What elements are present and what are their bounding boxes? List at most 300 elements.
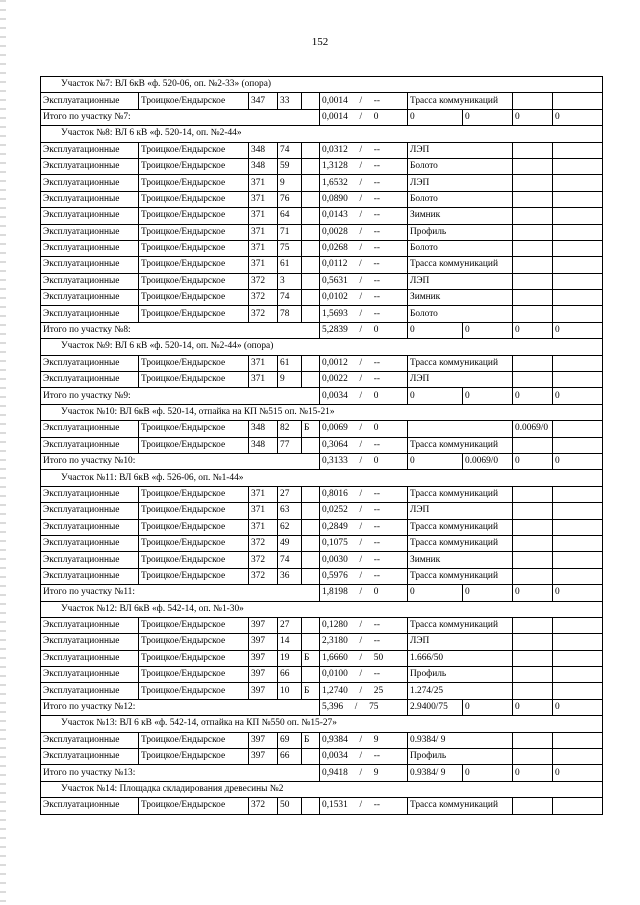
forestry-district: Троицкое/Ендырское xyxy=(139,617,249,633)
quarter-number: 397 xyxy=(249,667,278,683)
extra-1 xyxy=(513,175,553,191)
usage-type: 0.9384/ 9 xyxy=(408,732,513,748)
area-value: 0,0252 xyxy=(322,505,348,516)
total-row xyxy=(41,388,603,404)
usage-type: Трасса коммуникаций xyxy=(408,617,513,633)
volume-value: -- xyxy=(373,226,381,237)
quarter-number: 348 xyxy=(249,421,278,437)
area-volume xyxy=(320,503,408,519)
usage-type: Трасса коммуникаций xyxy=(408,93,513,109)
forestry-district: Троицкое/Ендырское xyxy=(139,240,249,256)
land-category: Эксплуатационные xyxy=(41,634,139,650)
quarter-number: 371 xyxy=(249,355,278,371)
area-volume xyxy=(320,650,408,666)
forestry-district: Троицкое/Ендырское xyxy=(139,208,249,224)
extra-1 xyxy=(513,273,553,289)
total-area: 0,9418 xyxy=(322,767,348,778)
quarter-number: 372 xyxy=(249,290,278,306)
land-category: Эксплуатационные xyxy=(41,273,139,289)
volume-value: -- xyxy=(373,308,381,319)
land-category: Эксплуатационные xyxy=(41,240,139,256)
quarter-number: 371 xyxy=(249,240,278,256)
extra-2 xyxy=(553,224,603,240)
total-area: 1,8198 xyxy=(322,587,348,598)
separator: / xyxy=(359,636,363,647)
area-value: 0,5976 xyxy=(322,570,348,581)
area-value: 0,0312 xyxy=(322,144,348,155)
area-value: 0,0143 xyxy=(322,210,348,221)
area-value: 0,0034 xyxy=(322,751,348,762)
protection-mark xyxy=(302,290,320,306)
area-value: 1,6660 xyxy=(322,652,348,663)
separator: / xyxy=(359,161,363,172)
compartment-number: 64 xyxy=(278,208,302,224)
usage-type: Трасса коммуникаций xyxy=(408,798,513,814)
forestry-district: Троицкое/Ендырское xyxy=(139,355,249,371)
quarter-number: 371 xyxy=(249,519,278,535)
volume-value: -- xyxy=(373,751,381,762)
total-area-volume xyxy=(320,453,408,469)
usage-type: 1.666/50 xyxy=(408,650,513,666)
quarter-number: 347 xyxy=(249,93,278,109)
section-heading-row xyxy=(41,339,603,355)
forestry-district: Троицкое/Ендырское xyxy=(139,650,249,666)
extra-2 xyxy=(553,158,603,174)
extra-2 xyxy=(553,617,603,633)
table-row xyxy=(41,355,603,371)
table-row xyxy=(41,290,603,306)
extra-2 xyxy=(553,306,603,322)
extra-2 xyxy=(553,257,603,273)
protection-mark: Б xyxy=(302,732,320,748)
quarter-number: 372 xyxy=(249,273,278,289)
area-volume xyxy=(320,568,408,584)
total-area: 0,3133 xyxy=(322,456,348,467)
forestry-district: Троицкое/Ендырское xyxy=(139,535,249,551)
compartment-number: 61 xyxy=(278,257,302,273)
extra-1 xyxy=(513,290,553,306)
protection-mark xyxy=(302,208,320,224)
extra-1 xyxy=(513,224,553,240)
quarter-number: 397 xyxy=(249,683,278,699)
area-volume xyxy=(320,552,408,568)
table-row xyxy=(41,503,603,519)
area-volume xyxy=(320,93,408,109)
compartment-number: 74 xyxy=(278,290,302,306)
extra-2 xyxy=(553,421,603,437)
separator: / xyxy=(359,587,363,598)
volume-value: -- xyxy=(373,538,381,549)
volume-value: -- xyxy=(373,259,380,270)
table-row xyxy=(41,372,603,388)
separator: / xyxy=(359,767,363,778)
table-row xyxy=(41,175,603,191)
usage-type: Трасса коммуникаций xyxy=(408,437,513,453)
compartment-number: 36 xyxy=(278,568,302,584)
section-title: Участок №10: ВЛ 6кВ «ф. 520-14, отпайка на КП №515 оп. №15-21» xyxy=(41,404,603,420)
separator: / xyxy=(359,210,363,221)
table-row xyxy=(41,535,603,551)
separator: / xyxy=(359,390,363,401)
extra-2 xyxy=(553,486,603,502)
total-col-1: 0 xyxy=(408,322,463,338)
extra-1 xyxy=(513,667,553,683)
usage-type xyxy=(408,421,513,437)
usage-type: Профиль xyxy=(408,667,513,683)
land-category: Эксплуатационные xyxy=(41,535,139,551)
quarter-number: 371 xyxy=(249,372,278,388)
extra-2 xyxy=(553,191,603,207)
total-col-2: 0 xyxy=(463,388,513,404)
quarter-number: 348 xyxy=(249,437,278,453)
extra-1 xyxy=(513,142,553,158)
table-row xyxy=(41,93,603,109)
separator: / xyxy=(359,456,363,467)
compartment-number: 69 xyxy=(278,732,302,748)
section-heading-row xyxy=(41,716,603,732)
forestry-district: Троицкое/Ендырское xyxy=(139,683,249,699)
separator: / xyxy=(359,193,363,204)
area-value: 0,9384 xyxy=(322,734,348,745)
area-value: 1,3128 xyxy=(322,161,348,172)
compartment-number: 82 xyxy=(278,421,302,437)
total-col-3: 0 xyxy=(513,585,553,601)
extra-1 xyxy=(513,617,553,633)
table-row xyxy=(41,650,603,666)
extra-2 xyxy=(553,372,603,388)
extra-2 xyxy=(553,798,603,814)
compartment-number: 14 xyxy=(278,634,302,650)
volume-value: -- xyxy=(373,144,381,155)
forestry-district: Троицкое/Ендырское xyxy=(139,519,249,535)
area-volume xyxy=(320,306,408,322)
extra-2 xyxy=(553,667,603,683)
total-row xyxy=(41,585,603,601)
total-col-1: 0 xyxy=(408,585,463,601)
total-col-3: 0 xyxy=(513,699,553,715)
table-body xyxy=(41,77,603,815)
compartment-number: 61 xyxy=(278,355,302,371)
extra-2 xyxy=(553,290,603,306)
forestry-district: Троицкое/Ендырское xyxy=(139,486,249,502)
protection-mark xyxy=(302,519,320,535)
extra-2 xyxy=(553,519,603,535)
volume-value: -- xyxy=(373,505,381,516)
table-row xyxy=(41,240,603,256)
land-category: Эксплуатационные xyxy=(41,93,139,109)
forestry-district: Троицкое/Ендырское xyxy=(139,158,249,174)
separator: / xyxy=(359,505,363,516)
forest-plot-table xyxy=(40,76,603,815)
section-title: Участок №8: ВЛ 6 кВ «ф. 520-14, оп. №2-44» xyxy=(41,126,603,142)
separator: / xyxy=(359,554,363,565)
usage-type: Трасса коммуникаций xyxy=(408,568,513,584)
total-col-1: 2.9400/75 xyxy=(408,699,463,715)
extra-2 xyxy=(553,503,603,519)
separator: / xyxy=(359,620,363,631)
quarter-number: 397 xyxy=(249,749,278,765)
total-col-2: 0.0069/0 xyxy=(463,453,513,469)
forestry-district: Троицкое/Ендырское xyxy=(139,306,249,322)
volume-value: -- xyxy=(373,521,381,532)
quarter-number: 397 xyxy=(249,732,278,748)
quarter-number: 371 xyxy=(249,486,278,502)
land-category: Эксплуатационные xyxy=(41,503,139,519)
protection-mark xyxy=(302,552,320,568)
area-value: 2,3180 xyxy=(322,636,348,647)
separator: / xyxy=(359,226,363,237)
area-value: 1,5693 xyxy=(322,308,348,319)
protection-mark xyxy=(302,191,320,207)
usage-type: Трасса коммуникаций xyxy=(408,519,513,535)
usage-type: ЛЭП xyxy=(408,372,513,388)
extra-2 xyxy=(553,355,603,371)
separator: / xyxy=(359,685,363,696)
compartment-number: 75 xyxy=(278,240,302,256)
forestry-district: Троицкое/Ендырское xyxy=(139,372,249,388)
total-col-1: 0 xyxy=(408,109,463,125)
separator: / xyxy=(359,521,363,532)
protection-mark: Б xyxy=(302,650,320,666)
compartment-number: 10 xyxy=(278,683,302,699)
compartment-number: 66 xyxy=(278,749,302,765)
compartment-number: 77 xyxy=(278,437,302,453)
section-heading-row xyxy=(41,126,603,142)
protection-mark xyxy=(302,486,320,502)
land-category: Эксплуатационные xyxy=(41,191,139,207)
extra-1 xyxy=(513,372,553,388)
usage-type: Болото xyxy=(408,191,513,207)
forestry-district: Троицкое/Ендырское xyxy=(139,552,249,568)
extra-1 xyxy=(513,683,553,699)
area-value: 0,0268 xyxy=(322,243,348,254)
extra-1 xyxy=(513,519,553,535)
land-category: Эксплуатационные xyxy=(41,683,139,699)
forestry-district: Троицкое/Ендырское xyxy=(139,421,249,437)
volume-value: -- xyxy=(373,357,381,368)
protection-mark xyxy=(302,372,320,388)
land-category: Эксплуатационные xyxy=(41,257,139,273)
land-category: Эксплуатационные xyxy=(41,568,139,584)
quarter-number: 371 xyxy=(249,257,278,273)
extra-2 xyxy=(553,208,603,224)
usage-type: ЛЭП xyxy=(408,175,513,191)
total-row xyxy=(41,453,603,469)
forestry-district: Троицкое/Ендырское xyxy=(139,634,249,650)
separator: / xyxy=(359,669,363,680)
separator: / xyxy=(359,325,363,336)
separator: / xyxy=(359,144,363,155)
separator: / xyxy=(359,488,363,499)
usage-type: Трасса коммуникаций xyxy=(408,535,513,551)
compartment-number: 62 xyxy=(278,519,302,535)
area-value: 0,0030 xyxy=(322,554,348,565)
area-volume xyxy=(320,634,408,650)
protection-mark xyxy=(302,798,320,814)
quarter-number: 372 xyxy=(249,798,278,814)
extra-1 xyxy=(513,158,553,174)
section-title: Участок №9: ВЛ 6 кВ «ф. 520-14, оп. №2-44» (опора) xyxy=(41,339,603,355)
area-value: 0,2849 xyxy=(322,521,348,532)
land-category: Эксплуатационные xyxy=(41,372,139,388)
usage-type: Профиль xyxy=(408,224,513,240)
total-area-volume xyxy=(320,699,408,715)
compartment-number: 74 xyxy=(278,552,302,568)
section-title: Участок №13: ВЛ 6 кВ «ф. 542-14, отпайка на КП №550 оп. №15-27» xyxy=(41,716,603,732)
separator: / xyxy=(359,538,363,549)
total-col-2: 0 xyxy=(463,699,513,715)
extra-1 xyxy=(513,535,553,551)
total-area-volume xyxy=(320,388,408,404)
total-col-4: 0 xyxy=(553,322,603,338)
quarter-number: 348 xyxy=(249,142,278,158)
total-area-volume xyxy=(320,585,408,601)
area-value: 0,1280 xyxy=(322,620,348,631)
forestry-district: Троицкое/Ендырское xyxy=(139,257,249,273)
total-row xyxy=(41,322,603,338)
land-category: Эксплуатационные xyxy=(41,617,139,633)
total-area-volume xyxy=(320,322,408,338)
total-col-4: 0 xyxy=(553,109,603,125)
land-category: Эксплуатационные xyxy=(41,650,139,666)
table-row xyxy=(41,437,603,453)
table-row xyxy=(41,306,603,322)
total-volume: 9 xyxy=(373,767,379,778)
usage-type: Болото xyxy=(408,306,513,322)
extra-1 xyxy=(513,650,553,666)
land-category: Эксплуатационные xyxy=(41,290,139,306)
total-area: 0,0034 xyxy=(322,390,348,401)
area-volume xyxy=(320,158,408,174)
total-col-4: 0 xyxy=(553,388,603,404)
quarter-number: 348 xyxy=(249,158,278,174)
total-volume: 0 xyxy=(373,325,379,336)
table-row xyxy=(41,257,603,273)
usage-type: Зимник xyxy=(408,290,513,306)
volume-value: -- xyxy=(373,669,381,680)
section-heading-row xyxy=(41,470,603,486)
forestry-district: Троицкое/Ендырское xyxy=(139,224,249,240)
forestry-district: Троицкое/Ендырское xyxy=(139,503,249,519)
area-value: 0,0069 xyxy=(322,423,348,434)
area-volume xyxy=(320,290,408,306)
volume-value: 50 xyxy=(373,652,384,663)
usage-type: Зимник xyxy=(408,208,513,224)
area-volume xyxy=(320,257,408,273)
extra-2 xyxy=(553,437,603,453)
quarter-number: 371 xyxy=(249,208,278,224)
volume-value: -- xyxy=(373,95,381,106)
usage-type: ЛЭП xyxy=(408,142,513,158)
forestry-district: Троицкое/Ендырское xyxy=(139,191,249,207)
protection-mark xyxy=(302,158,320,174)
total-area-volume xyxy=(320,765,408,781)
area-value: 0,0022 xyxy=(322,374,348,385)
total-volume: 0 xyxy=(373,587,379,598)
quarter-number: 397 xyxy=(249,650,278,666)
section-heading-row xyxy=(41,601,603,617)
total-col-1: 0.9384/ 9 xyxy=(408,765,463,781)
separator: / xyxy=(359,570,363,581)
volume-value: -- xyxy=(373,636,381,647)
forestry-district: Троицкое/Ендырское xyxy=(139,667,249,683)
table-row xyxy=(41,273,603,289)
area-volume xyxy=(320,224,408,240)
total-volume: 0 xyxy=(373,456,379,467)
quarter-number: 371 xyxy=(249,191,278,207)
total-label: Итого по участку №13: xyxy=(41,765,320,781)
area-value: 0,1531 xyxy=(322,800,348,811)
compartment-number: 63 xyxy=(278,503,302,519)
protection-mark xyxy=(302,93,320,109)
separator: / xyxy=(359,423,363,434)
land-category: Эксплуатационные xyxy=(41,749,139,765)
protection-mark xyxy=(302,355,320,371)
total-row xyxy=(41,765,603,781)
quarter-number: 371 xyxy=(249,503,278,519)
separator: / xyxy=(359,275,363,286)
table-row xyxy=(41,617,603,633)
usage-type: ЛЭП xyxy=(408,634,513,650)
total-label: Итого по участку №10: xyxy=(41,453,320,469)
protection-mark xyxy=(302,240,320,256)
total-label: Итого по участку №9: xyxy=(41,388,320,404)
usage-type: Профиль xyxy=(408,749,513,765)
area-value: 0,0100 xyxy=(322,669,348,680)
total-row xyxy=(41,109,603,125)
compartment-number: 49 xyxy=(278,535,302,551)
area-value: 0,3064 xyxy=(322,439,348,450)
separator: / xyxy=(359,259,362,270)
separator: / xyxy=(359,800,363,811)
separator: / xyxy=(359,374,363,385)
quarter-number: 372 xyxy=(249,552,278,568)
usage-type: ЛЭП xyxy=(408,503,513,519)
area-volume xyxy=(320,355,408,371)
total-label: Итого по участку №8: xyxy=(41,322,320,338)
area-value: 0,0028 xyxy=(322,226,348,237)
separator: / xyxy=(359,177,363,188)
extra-1 xyxy=(513,486,553,502)
extra-2 xyxy=(553,732,603,748)
extra-1 xyxy=(513,257,553,273)
area-volume xyxy=(320,486,408,502)
protection-mark xyxy=(302,175,320,191)
protection-mark xyxy=(302,634,320,650)
area-volume xyxy=(320,667,408,683)
land-category: Эксплуатационные xyxy=(41,732,139,748)
extra-2 xyxy=(553,683,603,699)
compartment-number: 33 xyxy=(278,93,302,109)
separator: / xyxy=(359,734,363,745)
total-col-2: 0 xyxy=(463,109,513,125)
area-value: 0,0112 xyxy=(322,259,348,270)
total-col-1: 0 xyxy=(408,388,463,404)
compartment-number: 71 xyxy=(278,224,302,240)
extra-1 xyxy=(513,306,553,322)
area-volume xyxy=(320,617,408,633)
volume-value: 9 xyxy=(373,734,379,745)
volume-value: -- xyxy=(373,570,381,581)
compartment-number: 76 xyxy=(278,191,302,207)
area-value: 0,0012 xyxy=(322,357,348,368)
extra-1 xyxy=(513,798,553,814)
forestry-district: Троицкое/Ендырское xyxy=(139,437,249,453)
total-area: 5,396 xyxy=(322,702,344,713)
forestry-district: Троицкое/Ендырское xyxy=(139,732,249,748)
table-row xyxy=(41,224,603,240)
total-volume: 75 xyxy=(369,702,379,713)
